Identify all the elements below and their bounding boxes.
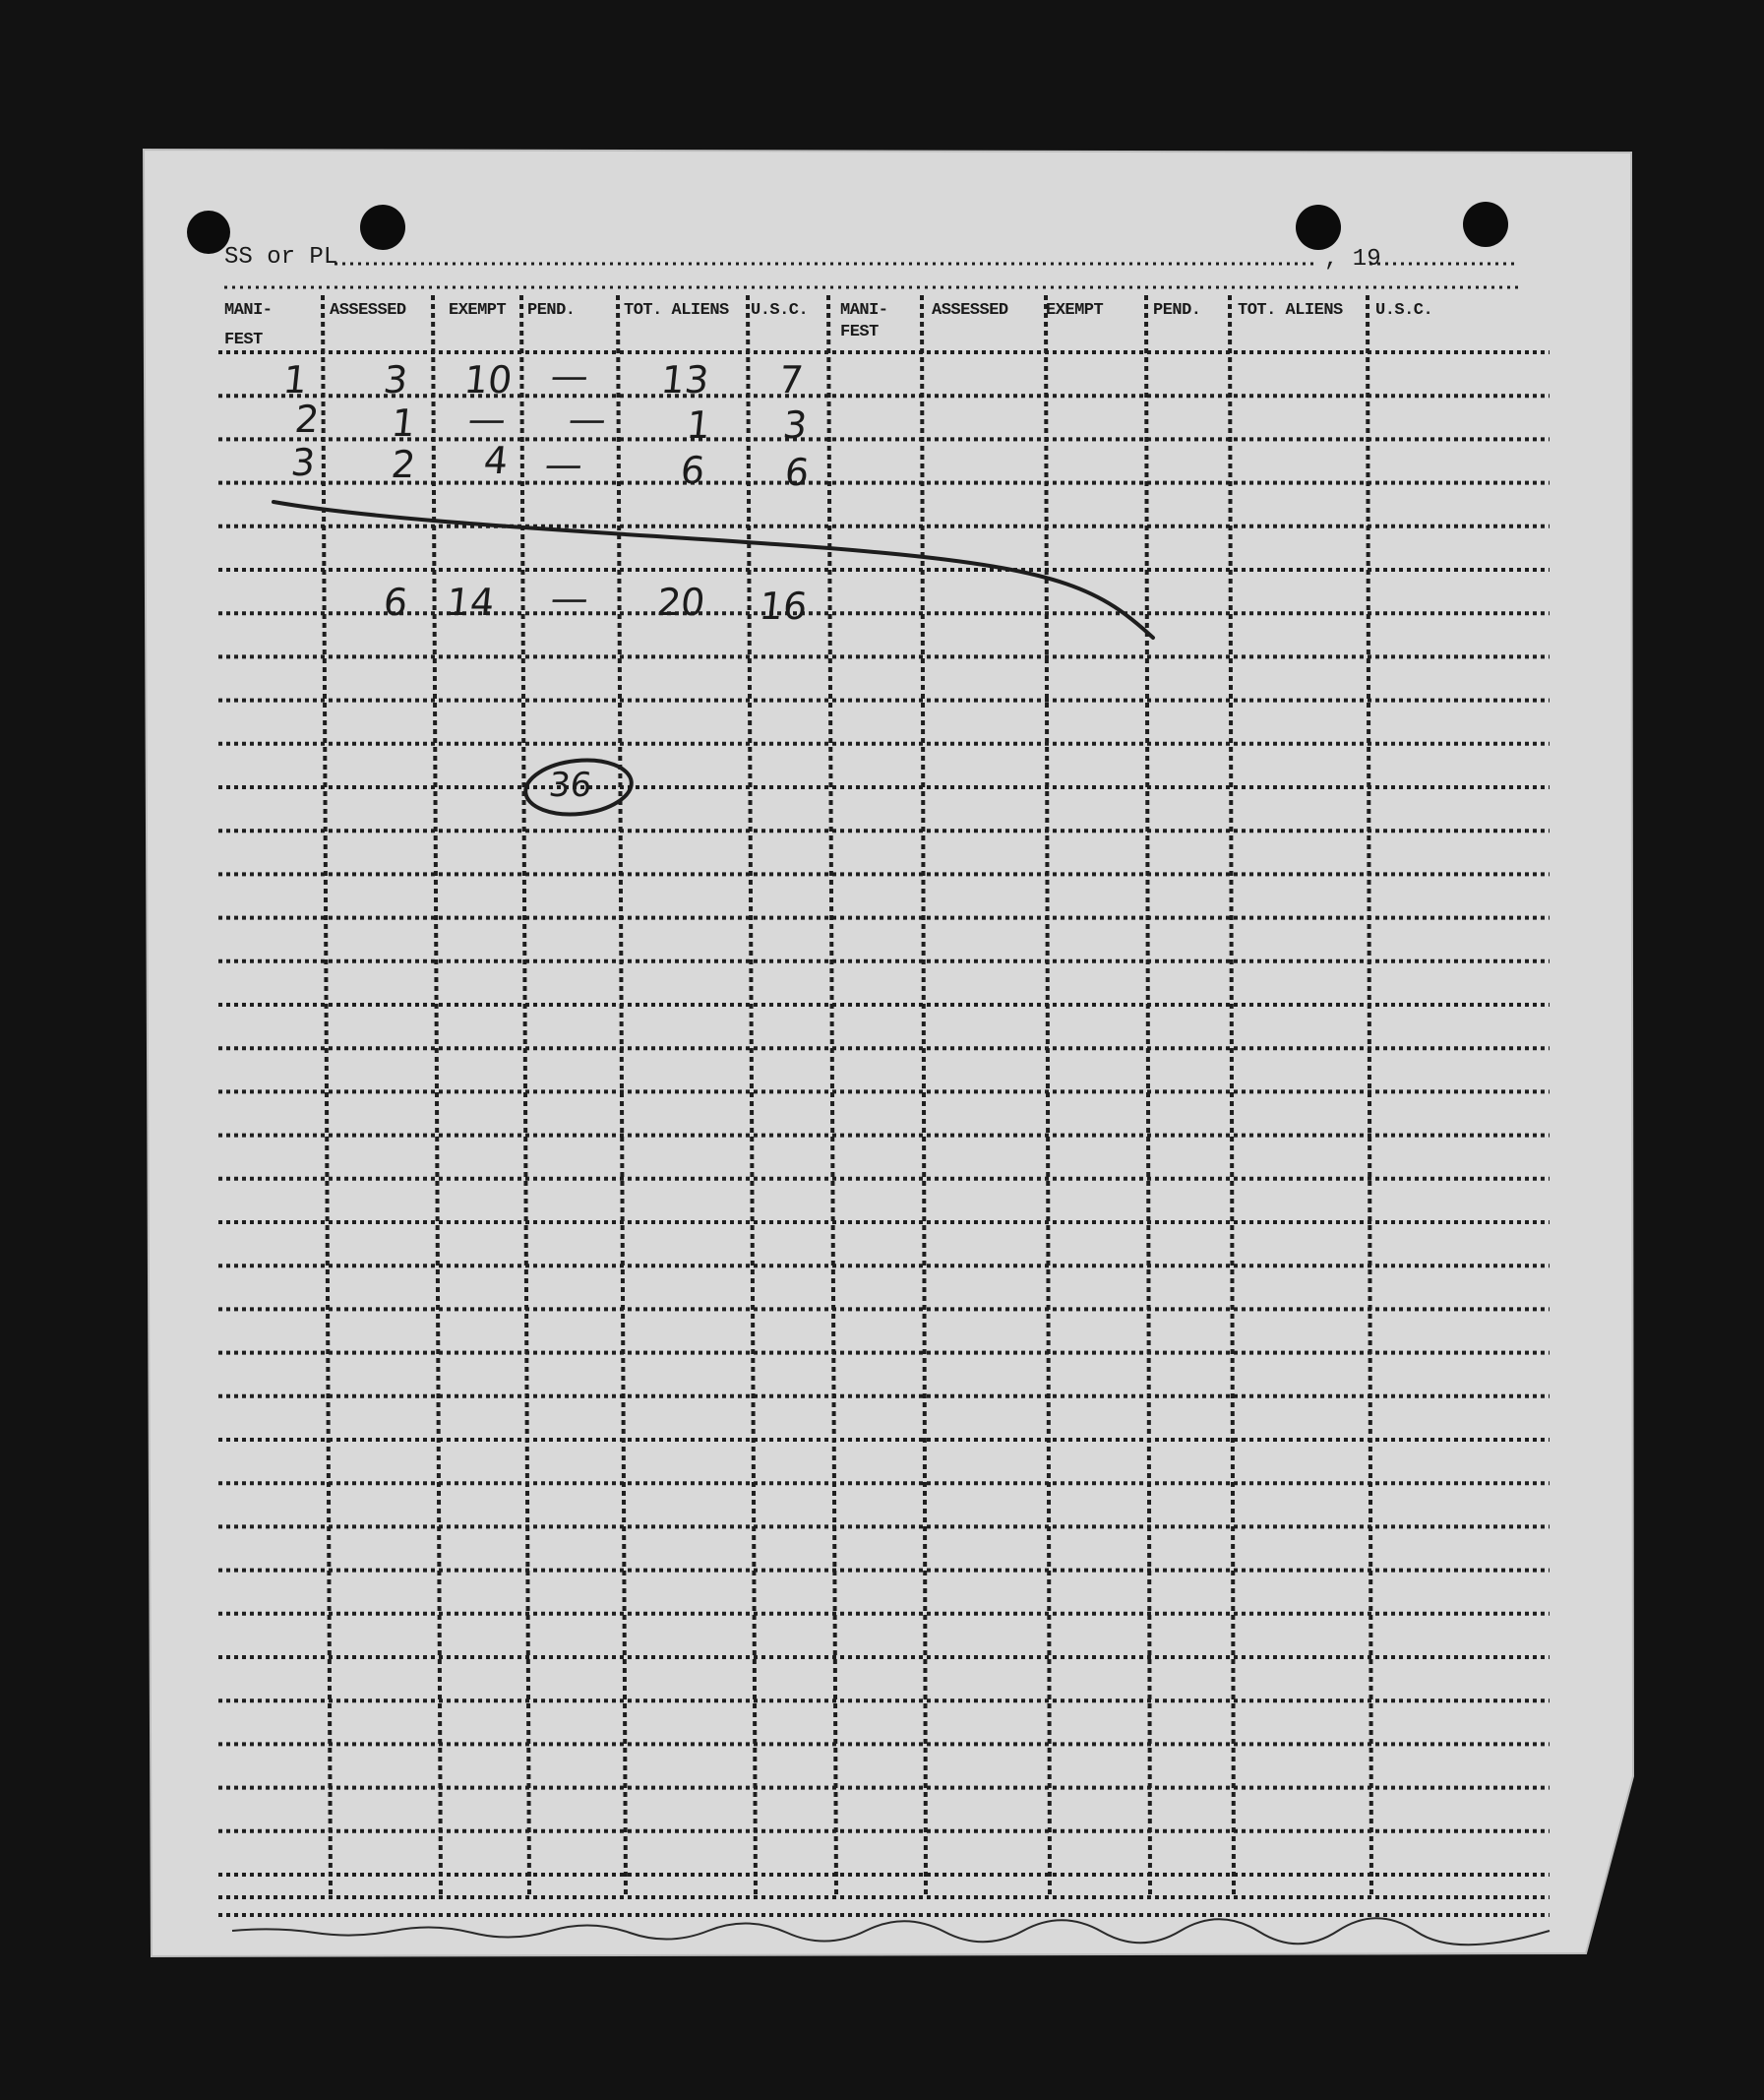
entry-1-pend: — [548, 354, 591, 398]
grand-total: 36 [546, 766, 594, 805]
punch-hole [1463, 202, 1508, 247]
entry-1-usc: 7 [776, 358, 806, 401]
entry-2-pend: — [566, 398, 609, 441]
entry-3-pend: — [542, 443, 585, 486]
entry-2-usc: 3 [780, 403, 810, 447]
entry-3-tot-aliens: 6 [678, 449, 707, 492]
entry-3-exempt: 4 [481, 439, 511, 482]
entry-3-usc: 6 [782, 451, 812, 494]
header-manifest-right-1: MANI- [840, 301, 888, 320]
total-tot-aliens: 20 [654, 581, 707, 624]
header-usc-right: U.S.C. [1375, 301, 1433, 320]
header-exempt-right: EXEMPT [1046, 301, 1104, 320]
total-pend: — [548, 577, 591, 620]
header-manifest-1: MANI- [224, 301, 273, 320]
year-label: , 19 [1324, 246, 1381, 273]
entry-2-exempt: — [465, 398, 509, 441]
ss-or-pl-label: SS or PL [224, 244, 338, 271]
header-exempt: EXEMPT [449, 301, 507, 320]
entry-3-assessed: 2 [389, 443, 418, 486]
header-assessed-right: ASSESSED [932, 301, 1008, 320]
header-tot-aliens: TOT. ALIENS [624, 301, 729, 320]
header-assessed: ASSESSED [330, 301, 406, 320]
entry-1-exempt: 10 [461, 358, 515, 401]
paper [144, 150, 1633, 1956]
entry-2-assessed: 1 [389, 401, 418, 445]
entry-1-tot-aliens: 13 [658, 358, 711, 401]
entry-3-manifest: 3 [288, 441, 318, 484]
total-exempt: 14 [444, 581, 497, 624]
header-tot-aliens-right: TOT. ALIENS [1238, 301, 1343, 320]
total-usc: 16 [757, 585, 810, 628]
header-pend-right: PEND. [1153, 301, 1201, 320]
total-assessed: 6 [381, 581, 410, 624]
header-manifest-right-2: FEST [840, 323, 879, 341]
entry-2-manifest: 2 [292, 398, 322, 441]
header-manifest-2: FEST [224, 331, 263, 349]
header-pend: PEND. [527, 301, 576, 320]
entry-1-manifest: 1 [280, 358, 310, 401]
entry-1-assessed: 3 [381, 358, 410, 401]
entry-2-tot-aliens: 1 [684, 403, 713, 447]
punch-hole [360, 205, 405, 250]
header-usc: U.S.C. [751, 301, 809, 320]
punch-hole [1296, 205, 1341, 250]
